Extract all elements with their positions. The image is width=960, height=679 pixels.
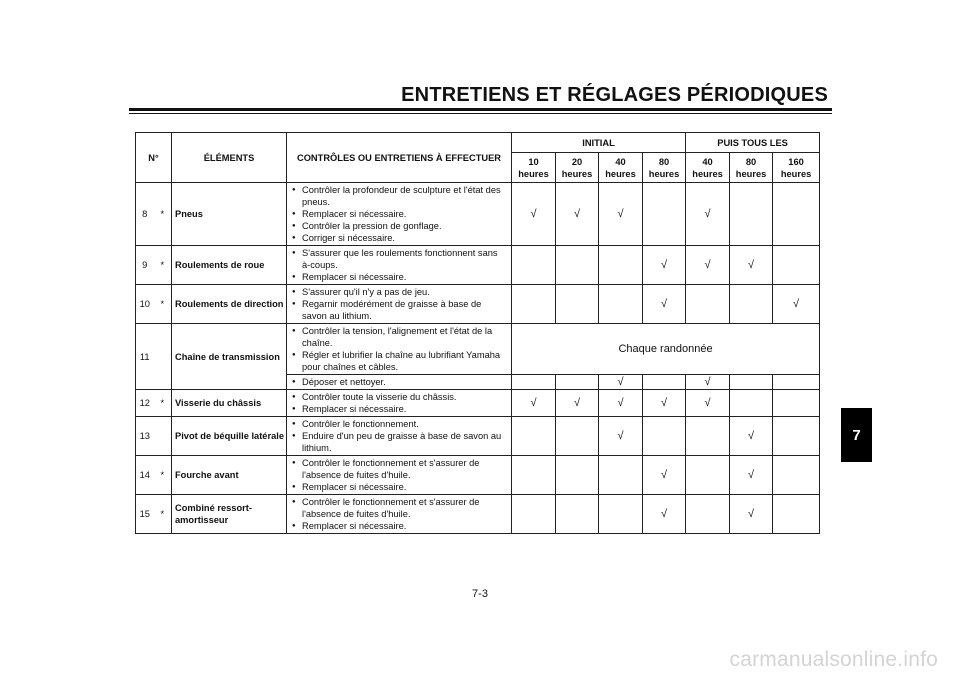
header-interval-3: 80 heures [643, 153, 686, 183]
row-star: * [154, 246, 172, 285]
check-mark: √ [599, 375, 643, 390]
row-star: * [154, 456, 172, 495]
table-row [136, 417, 820, 456]
header-initial: INITIAL [512, 133, 686, 153]
title-rule-thin [129, 113, 832, 114]
row-element: Chaîne de transmission [172, 324, 287, 390]
check-item: ● S'assurer que les roulements fonctionnent sans à-coups. [291, 247, 508, 271]
check-mark: √ [730, 456, 773, 495]
check-mark: √ [643, 390, 686, 417]
check-item: ● Contrôler la pression de gonflage. [291, 220, 508, 232]
check-item: ● Contrôler le fonctionnement. [291, 418, 508, 430]
check-mark [643, 417, 686, 456]
row-star: * [154, 390, 172, 417]
page-title: ENTRETIENS ET RÉGLAGES PÉRIODIQUES [401, 84, 828, 106]
check-mark [599, 495, 643, 534]
check-item: ● Contrôler le fonctionnement et s'assurer de l'absence de fuites d'huile. [291, 457, 508, 481]
check-mark [556, 246, 599, 285]
check-item: ● Regarnir modérément de graisse à base de savon au lithium. [291, 298, 508, 322]
table-row [136, 456, 820, 495]
header-no: N° [136, 133, 172, 183]
check-item: ● Contrôler toute la visserie du châssis. [291, 391, 508, 403]
check-mark: √ [599, 417, 643, 456]
check-mark: √ [730, 417, 773, 456]
watermark: carmanualsonline.info [729, 648, 938, 671]
check-mark [730, 375, 773, 390]
check-mark [512, 495, 556, 534]
row-number: 12 [136, 390, 154, 417]
check-mark: √ [512, 183, 556, 246]
check-mark [730, 183, 773, 246]
check-mark [773, 375, 820, 390]
row-element: Roulements de direction [172, 285, 287, 324]
row-element: Pivot de béquille latérale [172, 417, 287, 456]
check-mark [599, 456, 643, 495]
row-checks [287, 183, 512, 246]
title-rule-thick [129, 108, 832, 111]
row-number: 10 [136, 285, 154, 324]
row-number: 9 [136, 246, 154, 285]
check-mark [512, 417, 556, 456]
check-mark [730, 285, 773, 324]
check-mark: √ [599, 183, 643, 246]
check-mark [556, 495, 599, 534]
check-item: ● S'assurer qu'il n'y a pas de jeu. [291, 286, 508, 298]
check-item: ● Remplacer si nécessaire. [291, 481, 508, 493]
row-checks [287, 285, 512, 324]
row-element: Fourche avant [172, 456, 287, 495]
check-item: ● Remplacer si nécessaire. [291, 208, 508, 220]
check-mark [599, 246, 643, 285]
check-mark: √ [599, 390, 643, 417]
check-mark: √ [643, 246, 686, 285]
check-mark [599, 285, 643, 324]
check-mark [773, 417, 820, 456]
check-item: ● Contrôler le fonctionnement et s'assurer de l'absence de fuites d'huile. [291, 496, 508, 520]
check-mark: √ [556, 183, 599, 246]
check-mark [773, 495, 820, 534]
check-mark [643, 375, 686, 390]
table-row [136, 183, 820, 246]
row-number: 11 [136, 324, 154, 390]
check-mark [773, 390, 820, 417]
row-number: 15 [136, 495, 154, 534]
row-star [154, 324, 172, 390]
row-star: * [154, 495, 172, 534]
row-checks [287, 417, 512, 456]
row-element: Pneus [172, 183, 287, 246]
check-mark [556, 285, 599, 324]
table-row [136, 285, 820, 324]
check-mark: √ [686, 390, 730, 417]
check-mark [512, 246, 556, 285]
page-number: 7-3 [472, 588, 488, 600]
check-mark [512, 375, 556, 390]
row-number: 8 [136, 183, 154, 246]
row-element: Roulements de roue [172, 246, 287, 285]
check-mark: √ [643, 456, 686, 495]
check-mark [556, 417, 599, 456]
table-row [136, 390, 820, 417]
check-mark: √ [730, 246, 773, 285]
row-element: Visserie du châssis [172, 390, 287, 417]
check-item: ● Régler et lubrifier la chaîne au lubrifiant Yamaha pour chaînes et câbles. [291, 349, 508, 373]
check-item: ● Corriger si nécessaire. [291, 232, 508, 244]
check-item: ● Remplacer si nécessaire. [291, 271, 508, 283]
check-item: ● Enduire d'un peu de graisse à base de savon au lithium. [291, 430, 508, 454]
header-interval-2: 40 heures [599, 153, 643, 183]
row-star: * [154, 183, 172, 246]
check-mark [556, 375, 599, 390]
table-row [136, 495, 820, 534]
row-checks [287, 456, 512, 495]
check-mark: √ [512, 390, 556, 417]
row-checks [287, 390, 512, 417]
row-number: 13 [136, 417, 154, 456]
check-item: ● Remplacer si nécessaire. [291, 520, 508, 532]
check-mark [686, 417, 730, 456]
row-checks [287, 495, 512, 534]
table-row [136, 246, 820, 285]
check-mark: √ [773, 285, 820, 324]
chapter-tab: 7 [841, 408, 872, 462]
row-number: 14 [136, 456, 154, 495]
check-mark [730, 390, 773, 417]
row-star [154, 417, 172, 456]
check-mark [773, 456, 820, 495]
check-item: ● Contrôler la tension, l'alignement et l'état de la chaîne. [291, 325, 508, 349]
header-interval-1: 20 heures [556, 153, 599, 183]
check-mark [512, 285, 556, 324]
check-mark: √ [686, 375, 730, 390]
header-elements: ÉLÉMENTS [172, 133, 287, 183]
check-mark [773, 183, 820, 246]
row-checks [287, 375, 512, 390]
header-interval-0: 10 heures [512, 153, 556, 183]
check-mark: √ [730, 495, 773, 534]
check-item: ● Remplacer si nécessaire. [291, 403, 508, 415]
row-star: * [154, 285, 172, 324]
header-interval-5: 80 heures [730, 153, 773, 183]
check-mark: √ [686, 183, 730, 246]
table-row [136, 324, 820, 375]
row-checks [287, 324, 512, 375]
check-mark: √ [556, 390, 599, 417]
check-mark: √ [643, 495, 686, 534]
check-item: ● Contrôler la profondeur de sculpture et l'état des pneus. [291, 184, 508, 208]
header-every: PUIS TOUS LES [686, 133, 820, 153]
check-mark [686, 285, 730, 324]
check-mark [686, 456, 730, 495]
check-mark: √ [686, 246, 730, 285]
check-item: ● Déposer et nettoyer. [291, 376, 508, 388]
maintenance-table [135, 132, 820, 534]
header-checks: CONTRÔLES OU ENTRETIENS À EFFECTUER [287, 133, 512, 183]
header-interval-6: 160 heures [773, 153, 820, 183]
check-mark [643, 183, 686, 246]
row-element: Combiné ressort-amortisseur [172, 495, 287, 534]
check-mark [773, 246, 820, 285]
check-mark [512, 456, 556, 495]
check-mark [686, 495, 730, 534]
header-interval-4: 40 heures [686, 153, 730, 183]
row-checks [287, 246, 512, 285]
check-mark: √ [643, 285, 686, 324]
row-interval-note: Chaque randonnée [512, 324, 820, 375]
check-mark [556, 456, 599, 495]
